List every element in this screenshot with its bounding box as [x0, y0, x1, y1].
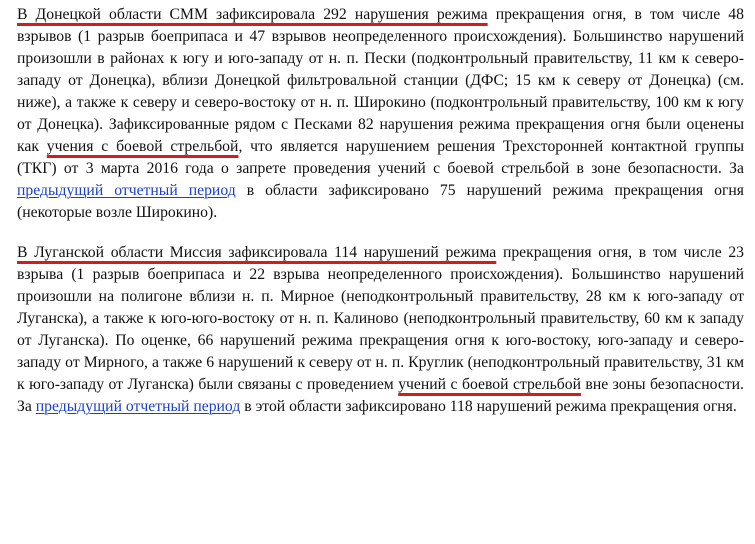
luhansk-previous-period-link[interactable]: предыдущий отчетный период [35, 398, 241, 415]
luhansk-text-3: в этой области зафиксировано 118 нарушений режима прекращения огня. [240, 398, 737, 415]
donetsk-text-2: , что является нарушением решения Трехсторонней контактной группы (ТКГ) от 3 марта 2016 года о запрете проведения учений с боевой стрельбой в зоне безопасности. За [17, 138, 744, 177]
donetsk-text-3: в области зафиксировано 75 нарушений режима прекращения огня (некоторые возле Широкино). [17, 182, 745, 221]
donetsk-text-1: прекращения огня, в том числе 48 взрывов (1 разрыв боеприпаса и 47 взрывов неопределенного происхождения). Большинство нарушений произошли в районах к югу и юго-западу от н. п. Пески (подконтрольный правительству, 11 км к северо-западу от Донецка), вблизи Донецкой фильтровальной станции (ДФС; 15 км к северу от Донецка) (см. ниже), а также к северу и северо-востоку от н. п. Широкино (подконтрольный правительству, 100 км к югу от Донецка). Зафиксированные рядом с Песками 82 нарушения режима прекращения огня были оценены как [17, 6, 744, 155]
luhansk-paragraph [17, 242, 744, 418]
luhansk-text-2: вне зоны безопасности. За [17, 376, 744, 415]
donetsk-headline: В Донецкой области СММ зафиксировала 292 нарушения режима [17, 6, 488, 23]
luhansk-text-1: прекращения огня, в том числе 23 взрыва (1 разрыв боеприпаса и 22 взрыва неопределенного происхождения). Большинство нарушений произошли на полигоне вблизи н. п. Мирное (неподконтрольный правительству, 28 км к юго-западу от Луганска), а также к юго-юго-востоку от н. п. Калиново (неподконтрольный правительству, 60 км к западу от Луганска). По оценке, 66 нарушений режима прекращения огня к юго-востоку, юго-западу и северо-западу от Мирного, а также 6 нарушений к северу от н. п. Круглик (неподконтрольный правительству, 31 км к юго-западу от Луганска) были связаны с проведением [17, 244, 745, 393]
donetsk-live-fire-highlight: учения с боевой стрельбой [46, 138, 239, 155]
donetsk-paragraph [17, 4, 744, 224]
luhansk-headline: В Луганской области Миссия зафиксировала 114 нарушений режима [17, 244, 497, 261]
luhansk-live-fire-highlight: учений с боевой стрельбой [398, 376, 581, 393]
donetsk-previous-period-link[interactable]: предыдущий отчетный период [17, 182, 236, 199]
